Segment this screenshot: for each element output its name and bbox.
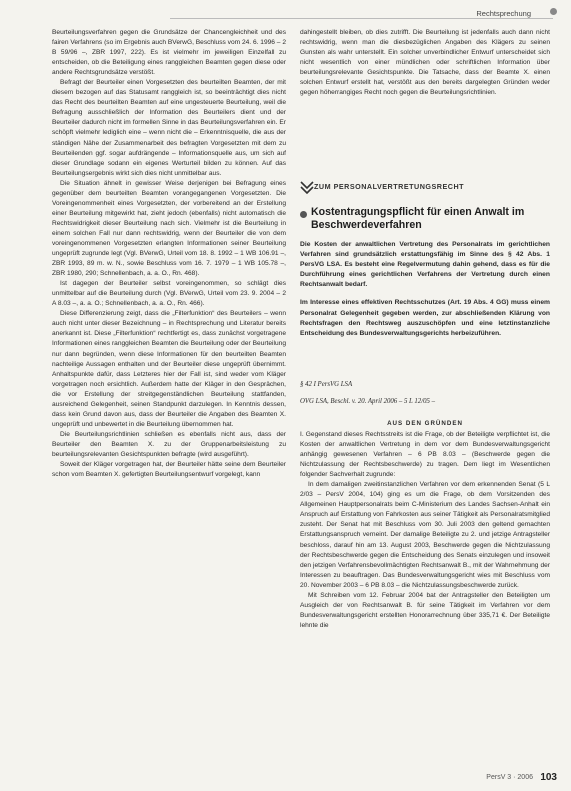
article-lead (300, 240, 550, 347)
header-bullet-icon (550, 8, 557, 15)
section-arrow-icon (300, 180, 314, 194)
page-number: 103 (540, 772, 557, 783)
lead-paragraph: Die Kosten der anwaltlichen Vertretung des Personalrats im gerichtlichen Verfahren sind grundsätzlich erstattungsfähig im Sinne des § 42 Abs. 1 PersVG LSA. Es besteht eine Regelvermutung dahin gehend, dass es für die Durchführung eines gerichtlichen Verfahrens der Vertretung durch einen Rechtsanwalt bedarf. (300, 241, 550, 289)
paragraph: In dem damaligen zweitinstanzlichen Verfahren vor dem erkennenden Senat (5 L 2/03 – PersV 2004, 104) ging es um die Frage, ob dem Vorsitzenden des Allgemeinen Hauptpersonalrats beim C-Ministerium des Landes Sachsen-Anhalt ein Anspruch auf Erstattung von Fahrkosten aus seiner Tätigkeit als Personalratsmitglied zusteht. Der Senat hat mit Beschluss vom 30. Juli 2003 den geltend gemachten Erstattungsanspruch verneint. Der damalige Beteiligte zu 2. und jetzige Antragsteller beschloss, darauf hin am 13. August 2003, Beschwerde gegen die Nichtzulassung der Rechtsbeschwerde gegen die Entscheidung des Senats einzulegen und insoweit den jetzigen Verfahrensbevollmächtigten Rechtsanwalt B., mit der Wahrnehmung der Interessen zu beauftragen. Das Bundesverwaltungsgericht wies mit Beschluss vom 20. November 2003 – 6 PB 8.03 – die Nichtzulassungsbeschwerde zurück. (300, 481, 550, 589)
paragraph: Befragt der Beurteiler einen Vorgesetzten des beurteilten Beamten, der mit diesem bezogen auf das Statusamt ranggleich ist, so beeinträchtigt dies nicht das Recht des beurteilten Beamten auf eine ungesteuerte Beurteilung, weil die Befragung ausschließlich der Information des Beurteilers dient und der Beurteiler dadurch nicht im formellen Sinne in das Beurteilungsverfahren ein. Er schöpft vielmehr lediglich eine – wenn nicht die – Erkenntnisquelle, die aus der ständigen Nähe der Zusammenarbeit des befragten Vorgesetzten mit dem zu Beurteilenden ggf. sogar aufdrängende – Informationsquelle aus, um sich auf dieser Grundlage sodann ein eigenes Werturteil bilden zu können. Auf das Beurteilungsergebnis wirkt sich dies nicht unmittelbar aus. (52, 79, 286, 177)
reasons-body (300, 430, 550, 764)
article-title-block (300, 206, 550, 231)
header-rule (170, 18, 553, 19)
reasons-heading: AUS DEN GRÜNDEN (387, 420, 463, 427)
court-citation: OVG LSA, Beschl. v. 20. April 2006 – 5 L 12/05 – (300, 398, 435, 405)
paragraph: Diese Differenzierung zeigt, dass die „Filterfunktion“ des Beurteilers – wenn auch nicht unter dieser Bezeichnung – in Rechtsprechung und Literatur bereits anerkannt ist. Diese „Filterfunktion“ rechtfertigt es, dass zunächst vorgetragene Informationen eines ranggleichen Beamten die Beurteilung oder der Beurteilung nur dann begründen, wenn diese Informationen für den beurteilten Beamten nachteilige Aussagen enthalten und der Beurteiler diese ungeprüft übernimmt. Anhaltspunkte dafür, dass Letzteres hier der Fall ist, sind weder vom Kläger vorgetragen noch ersichtlich. Außerdem hatte der Kläger in den Gesprächen, die vor Erstellung der streitgegenständlichen Beurteilung stattfanden, ausreichend Gelegenheit, seinen Standpunkt darzulegen. In Kenntnis dessen, dass kein Grund davon aus, dass der Beurteiler die Angaben des Beamten X. ungeprüft und unbewertet in die Beurteilung übernommen hat. (52, 310, 286, 428)
paragraph: I. Gegenstand dieses Rechtsstreits ist die Frage, ob der Beteiligte verpflichtet ist, die Kosten der anwaltlichen Vertretung in dem vor dem Bundesverwaltungsgericht anhängig gewesenen Verfahren – 6 PB 8.03 – (Beschwerde gegen die Nichtzulassung der Rechtsbeschwerde) zu tragen. Dem liegt im Wesentlichen folgender Sachverhalt zugrunde: (300, 431, 550, 479)
paragraph: Mit Schreiben vom 12. Februar 2004 bat der Antragsteller den Beteiligten um Ausgleich der von Rechtsanwalt B. für seine Tätigkeit im Verfahren vor dem Bundesverwaltungsgericht erstellten Honorarrechnung über 335,71 €. Der Beteiligte lehnte die (300, 591, 550, 629)
paragraph: Die Situation ähnelt in gewisser Weise derjenigen bei Befragung eines gegenüber dem beurteilten Beamten vorangegangenen Vorgesetzten. Die Voreingenommenheit eines Vorgesetzten, der vorbereitend an der Erstellung einer Beurteilung mitgewirkt hat, zieht jedoch (ebenfalls) nicht automatisch die Rechtswidrigkeit dieser Beurteilung nach sich. Vielmehr ist die Beurteilung in einem solchen Fall nur dann rechtswidrig, wenn der Beurteiler die von dem voreingenommenen Vorgesetzten erlangten Informationen seiner Beurteilung ungeprüft zugrunde legt (Vgl. BVerwG, Urteil vom 18. 8. 1992 – 1 WB 106.91 –, ZBR 1993, 89 m. w. N., sowie Beschluss vom 16. 7. 1979 – 1 WB 105.78 –, ZBR 1980, 290; Schnellenbach, a. a. O., Rn. 468). (52, 179, 286, 278)
section-label: ZUM PERSONALVERTRETUNGSRECHT (314, 182, 465, 191)
running-header: Rechtsprechung (472, 9, 535, 18)
issue-label: PersV 3 · 2006 (486, 774, 533, 781)
left-column (52, 28, 286, 764)
paragraph: Beurteilungsverfahren gegen die Grundsätze der Chancengleichheit und des fairen Verfahrens (so im Ergebnis auch BVerwG, Beschluss vom 24. 6. 1996 – 2 B 59/96 –, ZBR 1997, 222). Es ist vielmehr im jeweiligen Einzelfall zu entscheiden, ob die Beteiligung eines ranggleichen Beamten gegen diese oder andere Rechtsgrundsätze verstößt. (52, 29, 286, 77)
lead-paragraph: Im Interesse eines effektiven Rechtsschutzes (Art. 19 Abs. 4 GG) muss einem Personalrat Gelegenheit gegeben werden, zur abschließenden Klärung von Rechtsfragen den Rechtsweg auszuschöpfen und eine letztinstanzliche Entscheidung des Bundesverwaltungsgerichts herbeizuführen. (300, 299, 550, 337)
section-heading (300, 180, 550, 194)
law-citation: § 42 I PersVG LSA (300, 381, 353, 388)
paragraph: Ist dagegen der Beurteiler selbst voreingenommen, so schlägt dies unmittelbar auf die Beurteilung durch (Vgl. BVerwG, Urteil vom 23. 9. 2004 – 2 A 8.03 –, a. a. O.; Schnellenbach, a. a. O., Rn. 466). (52, 280, 286, 308)
paragraph: Soweit der Kläger vorgetragen hat, der Beurteiler hätte seine dem Beurteiler schon vom Beamten X. gefertigten Beurteilungsentwurf vorgelegt, kann (52, 461, 286, 479)
article-title: Kostentragungspflicht für einen Anwalt im Beschwerdeverfahren (311, 206, 525, 231)
title-bullet-icon (300, 211, 307, 218)
paragraph: dahingestellt bleiben, ob dies zutrifft. Die Beurteilung ist jedenfalls auch dann nicht rechtswidrig, wenn man die diesbezüglichen Angaben des Klägers zu seinen Gunsten als wahr unterstellt. Ein solcher unverbindlicher Entwurf unterscheidet sich nicht wesentlich von einer mündlichen oder schriftlichen Information über beurteilungsrelevante Gesichtspunkte. Die Tatsache, dass der Beamte X. einen solchen Entwurf erstellt hat, verstößt aus den bereits dargelegten Gründen weder gegen höherrangiges Recht noch gegen die Beurteilungsrichtlinien. (300, 29, 550, 97)
right-column-continuation (300, 28, 550, 98)
paragraph: Die Beurteilungsrichtlinien schließen es ebenfalls nicht aus, dass der Beurteiler den Beamten X. zu der Gruppenarbeitsleistung zu beurteilungsrelevanten Gesichtspunkten befragte (wird ausgeführt). (52, 430, 286, 458)
